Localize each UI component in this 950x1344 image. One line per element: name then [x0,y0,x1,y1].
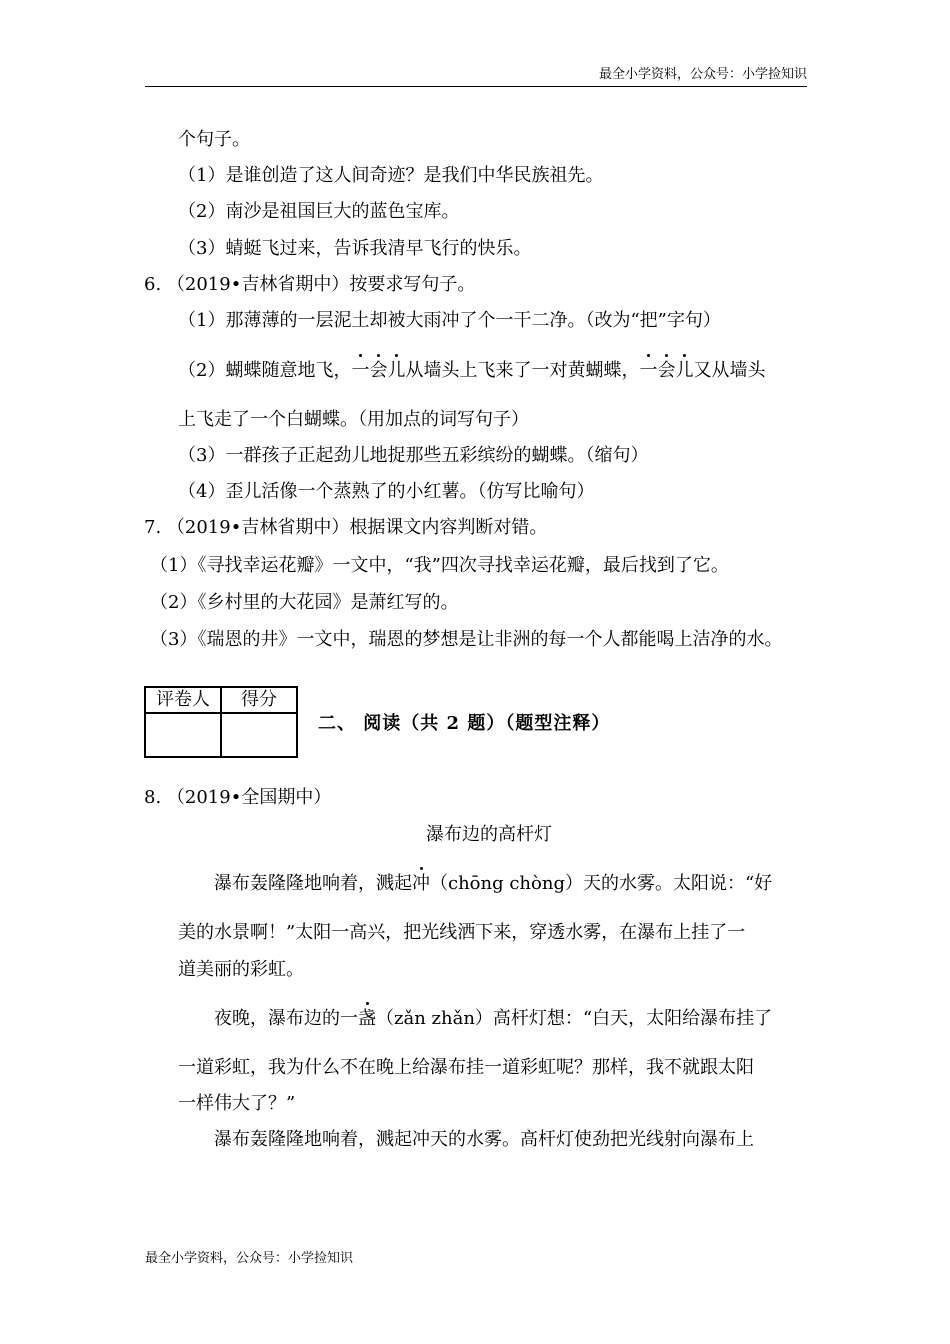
header-divider [145,86,807,87]
question-7-item-3: （3）《瑞恩的井》一文中，瑞恩的梦想是让非洲的每一个人都能喝上洁净的水。 [150,629,783,650]
q6-2-dotted-word-2 [639,360,693,381]
text-line: 个句子。 [178,129,250,150]
sentence-2: （2）南沙是祖国巨大的蓝色宝库。 [178,201,460,222]
emphasis-char: 一 [639,360,658,381]
grader-header: 评卷人 [145,687,221,713]
emphasis-char: 儿 [387,360,406,381]
paragraph-1-line-2: 美的水景啊！”太阳一高兴，把光线洒下来，穿透水雾，在瀑布上挂了一 [178,922,746,943]
paragraph-2-line-3: 一样伟大了？” [178,1093,296,1114]
score-cell[interactable] [221,713,297,757]
paragraph-2-line-2: 一道彩虹，我为什么不在晚上给瀑布挂一道彩虹呢？那样，我不就跟太阳 [178,1057,754,1078]
question-7-item-1: （1）《寻找幸运花瓣》一文中，“我”四次寻找幸运花瓣，最后找到了它。 [150,555,729,576]
sentence-1: （1）是谁创造了这人间奇迹？是我们中华民族祖先。 [178,165,604,186]
question-7-item-2: （2）《乡村里的大花园》是萧红写的。 [150,592,459,613]
score-header: 得分 [221,687,297,713]
emphasis-char: 会 [369,360,388,381]
section-title: 二、 阅读（共 2 题）（题型注释） [318,713,611,734]
grader-cell[interactable] [145,713,221,757]
question-6: 6. （2019•吉林省期中）按要求写句子。 [144,274,476,295]
question-7: 7. （2019•吉林省期中）根据课文内容判断对错。 [144,517,548,538]
page-footer: 最全小学资料，公众号：小学捡知识 [145,1251,354,1266]
story-title: 瀑布边的高杆灯 [426,824,552,845]
grader-table [144,686,298,758]
question-6-item-4: （4）歪儿活像一个蒸熟了的小红薯。（仿写比喻句） [178,481,595,502]
question-6-item-2 [178,359,765,383]
emphasis-char: 一 [351,360,370,381]
question-8: 8. （2019•全国期中） [144,787,332,808]
emphasis-char: 会 [657,360,676,381]
q6-2-text-a: （2）蝴蝶随意地飞， [178,360,352,381]
page-header: 最全小学资料，公众号：小学捡知识 [598,67,807,82]
question-6-item-1: （1）那薄薄的一层泥土却被大雨冲了个一干二净。（改为“把”字句） [178,310,721,331]
q6-2-dotted-word-1 [351,360,405,381]
paragraph-2-line-1: 夜晚，瀑布边的一盏（zǎn zhǎn）高杆灯想：“白天，太阳给瀑布挂了 [214,1008,773,1029]
dotted-char-zhan: 盏 [358,1008,376,1029]
dotted-char-chong: 冲 [412,873,430,894]
sentence-3: （3）蜻蜓飞过来，告诉我清早飞行的快乐。 [178,238,532,259]
paragraph-1-line-3: 道美丽的彩虹。 [178,959,304,980]
emphasis-char: 儿 [675,360,694,381]
paragraph-1-line-1: 瀑布轰隆隆地响着，溅起冲（chōng chòng）天的水雾。太阳说：“好 [214,873,773,894]
question-6-item-3: （3）一群孩子正起劲儿地捉那些五彩缤纷的蝴蝶。（缩句） [178,445,649,466]
q6-2-text-c: 从墙头上飞来了一对黄蝴蝶， [405,360,640,381]
paragraph-3-line-1: 瀑布轰隆隆地响着，溅起冲天的水雾。高杆灯使劲把光线射向瀑布上 [214,1129,754,1150]
question-6-item-2-cont: 上飞走了一个白蝴蝶。（用加点的词写句子） [178,409,529,430]
q6-2-text-e: 又从墙头 [693,360,766,381]
